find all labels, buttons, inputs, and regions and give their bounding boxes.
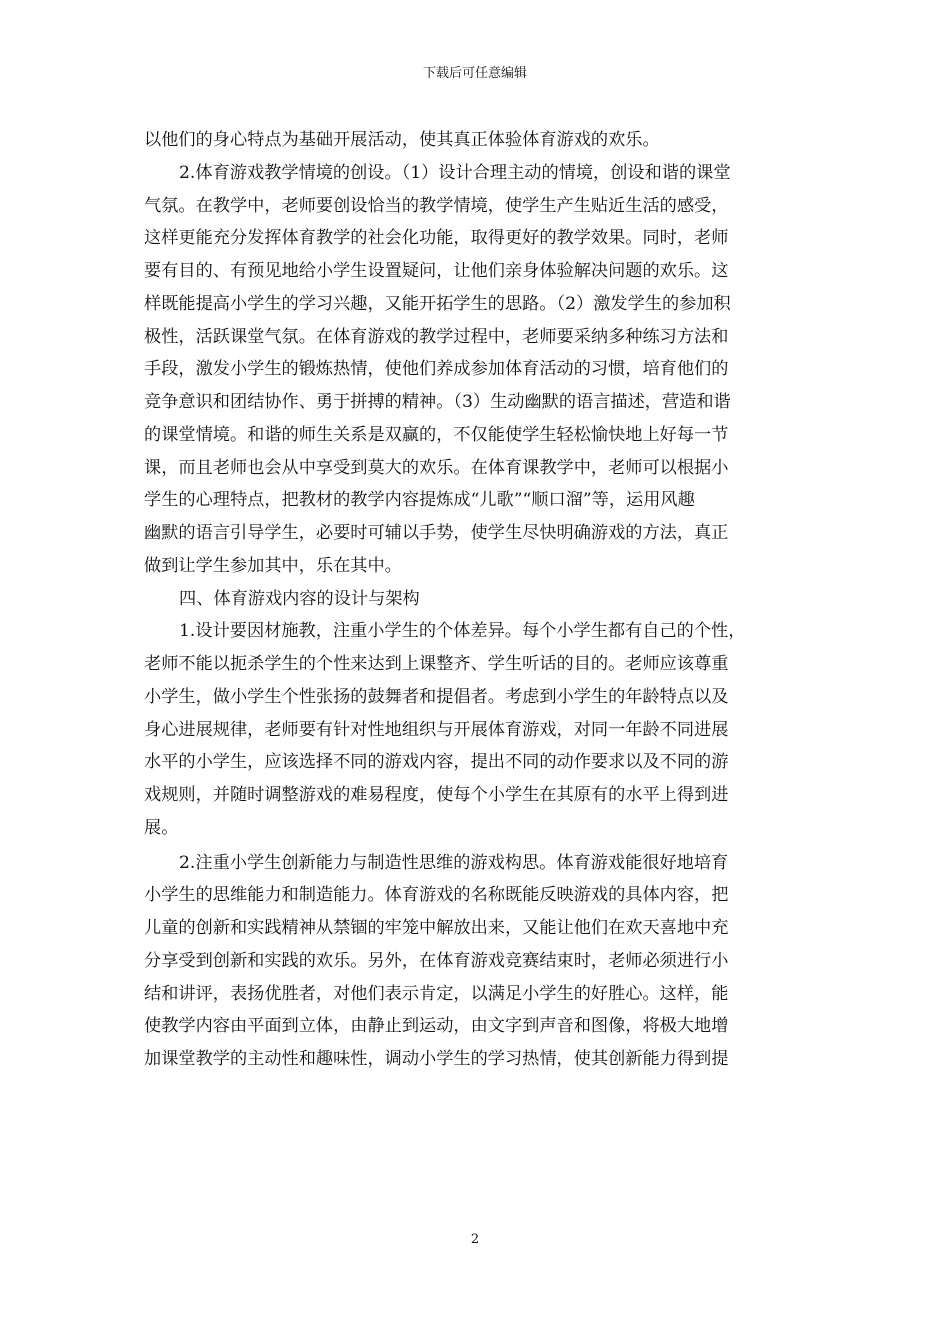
- text-line: 使教学内容由平面到立体，由静止到运动，由文字到声音和图像，将极大地增: [144, 1016, 729, 1037]
- text-line: 展。: [144, 817, 179, 838]
- text-line: 1.设计要因材施教，注重小学生的个体差异。每个小学生都有自己的个性，: [179, 621, 746, 642]
- text-line: 手段，激发小学生的锻炼热情，使他们养成参加体育活动的习惯，培育他们的: [144, 359, 729, 380]
- page-number: 2: [470, 1232, 480, 1247]
- text-line: 以他们的身心特点为基础开展活动，使其真正体验体育游戏的欢乐。: [144, 130, 660, 150]
- text-line: 结和讲评，表扬优胜者，对他们表示肯定，以满足小学生的好胜心。这样，能: [144, 983, 729, 1004]
- text-line: 分享受到创新和实践的欢乐。另外，在体育游戏竞赛结束时，老师必须进行小: [144, 950, 729, 971]
- text-line: 气氛。在教学中，老师要创设恰当的教学情境，使学生产生贴近生活的感受，: [144, 195, 729, 216]
- text-line: 加课堂教学的主动性和趣味性，调动小学生的学习热情，使其创新能力得到提: [144, 1049, 729, 1069]
- text-line: 儿童的创新和实践精神从禁锢的牢笼中解放出来，又能让他们在欢天喜地中充: [144, 918, 729, 938]
- text-line: 水平的小学生，应该选择不同的游戏内容，提出不同的动作要求以及不同的游: [144, 752, 729, 773]
- page-header: 下载后可任意编辑: [422, 66, 527, 81]
- text-line: 戏规则，并随时调整游戏的难易程度，使每个小学生在其原有的水平上得到进: [144, 785, 729, 805]
- text-line: 小学生，做小学生个性张扬的鼓舞者和提倡者。考虑到小学生的年龄特点以及: [144, 686, 729, 707]
- text-line: 幽默的语言引导学生，必要时可辅以手势，使学生尽快明确游戏的方法，真正: [144, 523, 729, 543]
- text-line: 老师不能以扼杀学生的个性来达到上课整齐、学生听话的目的。老师应该尊重: [144, 654, 729, 674]
- text-line: 学生的心理特点，把教材的教学内容提炼成“儿歌”“顺口溜”等，运用风趣: [144, 490, 695, 511]
- body-text: [144, 124, 806, 1076]
- text-line: 这样更能充分发挥体育教学的社会化功能，取得更好的教学效果。同时，老师: [144, 228, 729, 249]
- text-line: 的课堂情境。和谐的师生关系是双赢的，不仅能使学生轻松愉快地上好每一节: [144, 424, 729, 445]
- text-line: 2.体育游戏教学情境的创设。（1）设计合理主动的情境，创设和谐的课堂: [179, 162, 731, 183]
- text-line: 极性，活跃课堂气氛。在体育游戏的教学过程中，老师要采纳多种练习方法和: [144, 326, 729, 347]
- text-line: 竞争意识和团结协作、勇于拼搏的精神。（3）生动幽默的语言描述，营造和谐: [144, 392, 731, 412]
- text-line: 四、体育游戏内容的设计与架构: [179, 588, 420, 609]
- text-line: 身心进展规律，老师要有针对性地组织与开展体育游戏，对同一年龄不同进展: [144, 719, 729, 740]
- text-line: 样既能提高小学生的学习兴趣，又能开拓学生的思路。（2）激发学生的参加积: [144, 293, 731, 314]
- text-line: 小学生的思维能力和制造能力。体育游戏的名称既能反映游戏的具体内容，把: [144, 885, 729, 906]
- text-line: 做到让学生参加其中，乐在其中。: [144, 555, 402, 576]
- text-line: 要有目的、有预见地给小学生设置疑问，让他们亲身体验解决问题的欢乐。这: [144, 261, 729, 281]
- text-line: 2.注重小学生创新能力与制造性思维的游戏构思。体育游戏能很好地培育: [179, 852, 729, 873]
- text-line: 课，而且老师也会从中享受到莫大的欢乐。在体育课教学中，老师可以根据小: [144, 457, 729, 478]
